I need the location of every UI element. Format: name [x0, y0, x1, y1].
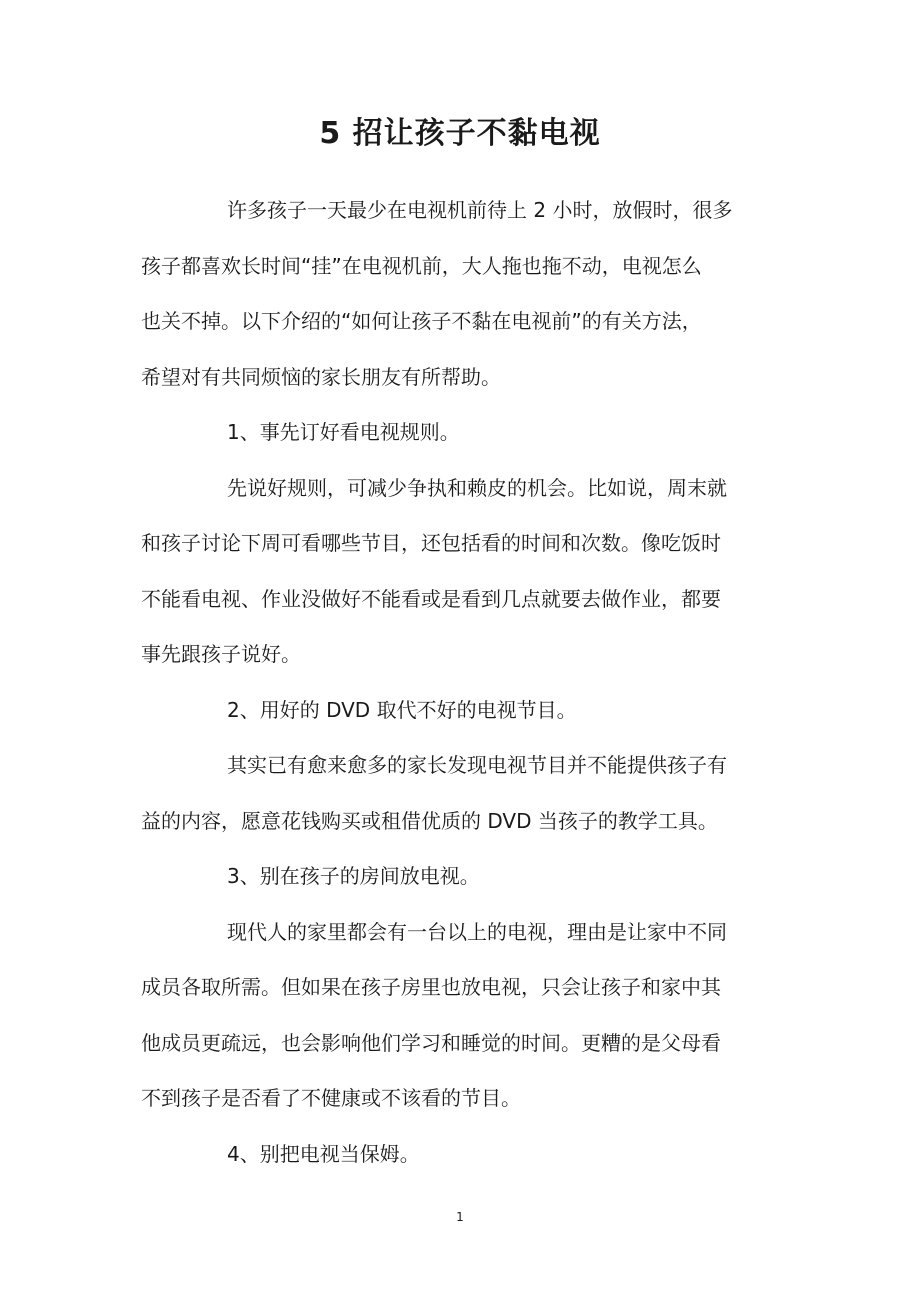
paragraph-intro-line-2: 孩子都喜欢长时间“挂”在电视机前，大人拖也拖不动，电视怎么: [141, 253, 702, 278]
paragraph-intro-line-4: 希望对有共同烦恼的家长朋友有所帮助。: [141, 364, 501, 389]
paragraph-intro-line-1: 许多孩子一天最少在电视机前待上 2 小时，放假时，很多: [227, 198, 733, 222]
paragraph-3-line-2: 成员各取所需。但如果在孩子房里也放电视，只会让孩子和家中其: [141, 975, 721, 999]
page-number: 1: [456, 1210, 464, 1224]
paragraph-1-line-1: 先说好规则，可减少争执和赖皮的机会。比如说，周末就: [227, 475, 727, 500]
paragraph-2-line-1: 其实已有愈来愈多的家长发现电视节目并不能提供孩子有: [227, 753, 727, 777]
section-heading-3: 3、别在孩子的房间放电视。: [227, 864, 480, 888]
document-body: [141, 188, 781, 1187]
paragraph-1-line-2: 和孩子讨论下周可看哪些节目，还包括看的时间和次数。像吃饭时: [141, 531, 721, 555]
paragraph-3-line-3: 他成员更疏远，也会影响他们学习和睡觉的时间。更糟的是父母看: [141, 1030, 721, 1055]
section-heading-4: 4、别把电视当保姆。: [227, 1141, 420, 1166]
paragraph-3-line-4: 不到孩子是否看了不健康或不该看的节目。: [141, 1086, 521, 1110]
paragraph-1-line-3: 不能看电视、作业没做好不能看或是看到几点就要去做作业，都要: [141, 586, 721, 611]
section-heading-1: 1、事先订好看电视规则。: [227, 420, 460, 444]
section-heading-2: 2、用好的 DVD 取代不好的电视节目。: [227, 697, 577, 722]
paragraph-3-line-1: 现代人的家里都会有一台以上的电视，理由是让家中不同: [227, 919, 727, 944]
paragraph-2-line-2: 益的内容，愿意花钱购买或租借优质的 DVD 当孩子的教学工具。: [141, 808, 718, 833]
paragraph-intro-line-3: 也关不掉。以下介绍的“如何让孩子不黏在电视前”的有关方法，: [141, 309, 702, 333]
paragraph-1-line-4: 事先跟孩子说好。: [141, 642, 301, 666]
document-title: 5 招让孩子不黏电视: [319, 116, 601, 151]
